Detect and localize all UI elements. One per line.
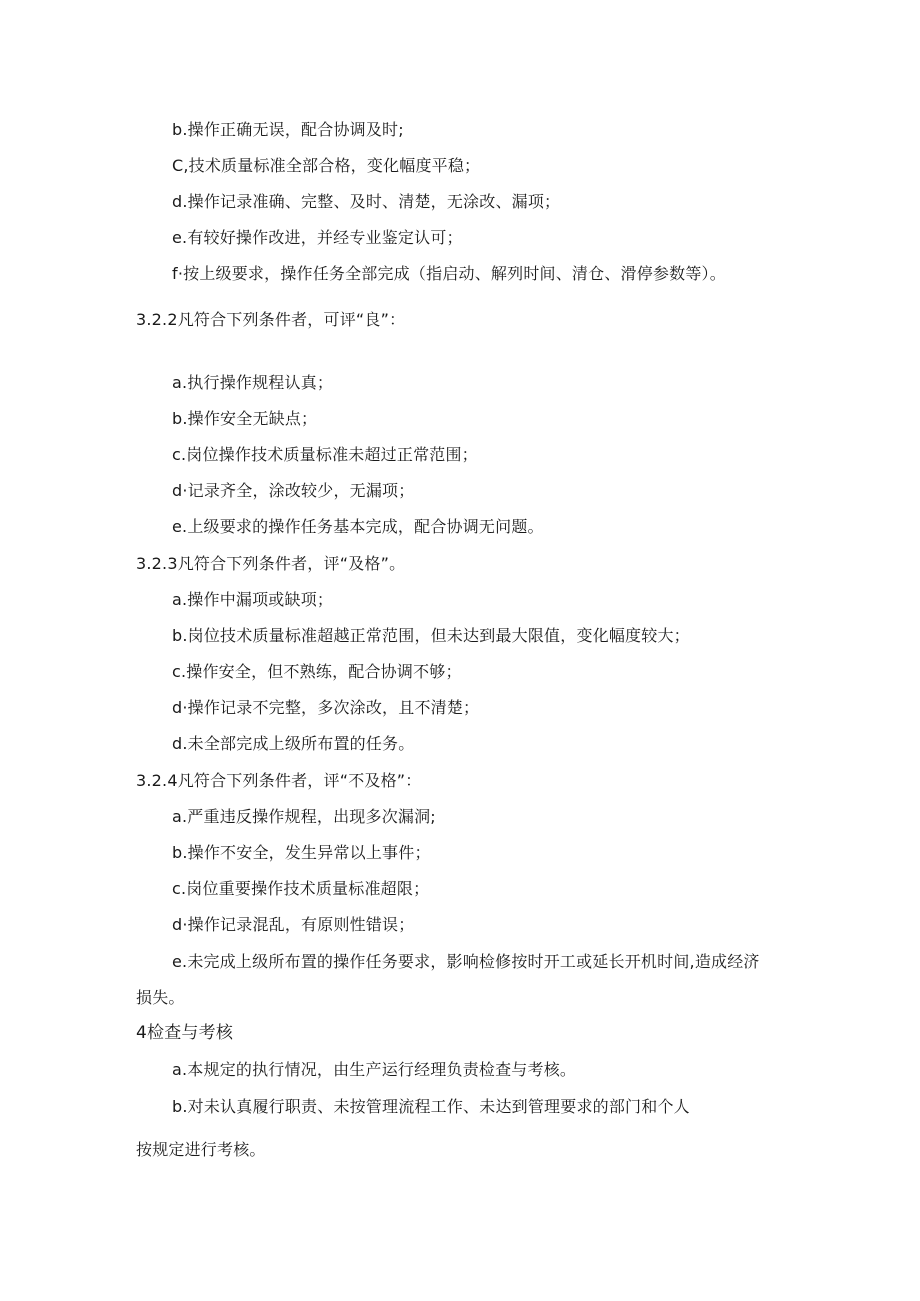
section-heading-3-2-4: 3.2.4凡符合下列条件者，评“不及格”： [136,771,422,790]
list-item-a: a.严重违反操作规程，出现多次漏洞; [172,807,436,826]
paragraph-continuation: 损失。 [136,988,185,1007]
list-item-b: b.操作正确无误，配合协调及时; [172,120,404,139]
section-heading-3-2-3: 3.2.3凡符合下列条件者，评“及格”。 [136,554,406,573]
list-item-d2: d.未全部完成上级所布置的任务。 [172,734,415,753]
list-item-e: e.有较好操作改进，并经专业鉴定认可； [172,228,463,247]
list-item-a: a.执行操作规程认真； [172,373,334,392]
list-item-c: c.岗位操作技术质量标准未超过正常范围； [172,445,478,464]
list-item-e: e.上级要求的操作任务基本完成，配合协调无问题。 [172,517,544,536]
list-item-b: b.操作不安全，发生异常以上事件； [172,843,431,862]
list-item-b: b.操作安全无缺点； [172,409,318,428]
list-item-b: b.岗位技术质量标准超越正常范围，但未达到最大限值，变化幅度较大； [172,626,690,645]
list-item-d: d·记录齐全，涂改较少，无漏项； [172,481,415,500]
list-item-f: f·按上级要求，操作任务全部完成（指启动、解列时间、清仓、滑停参数等）。 [172,264,726,283]
section-heading-4: 4检查与考核 [136,1023,234,1043]
section-heading-3-2-2: 3.2.2凡符合下列条件者，可评“良”： [136,310,406,329]
list-item-b: b.对未认真履行职责、未按管理流程工作、未达到管理要求的部门和个人 [172,1097,690,1116]
list-item-c: C,技术质量标准全部合格，变化幅度平稳； [172,156,481,175]
list-item-c: c.操作安全，但不熟练，配合协调不够； [172,662,462,681]
list-item-e: e.未完成上级所布置的操作任务要求，影响检修按时开工或延长开机时间,造成经济 [172,952,760,971]
list-item-a: a.操作中漏项或缺项； [172,590,334,609]
list-item-a: a.本规定的执行情况，由生产运行经理负责检查与考核。 [172,1060,577,1079]
list-item-d: d.操作记录准确、完整、及时、清楚，无涂改、漏项； [172,192,561,211]
list-item-c: c.岗位重要操作技术质量标准超限； [172,879,430,898]
paragraph-continuation: 按规定进行考核。 [136,1140,266,1159]
list-item-d: d·操作记录不完整，多次涂改，且不清楚； [172,698,480,717]
list-item-d: d·操作记录混乱，有原则性错误； [172,915,415,934]
